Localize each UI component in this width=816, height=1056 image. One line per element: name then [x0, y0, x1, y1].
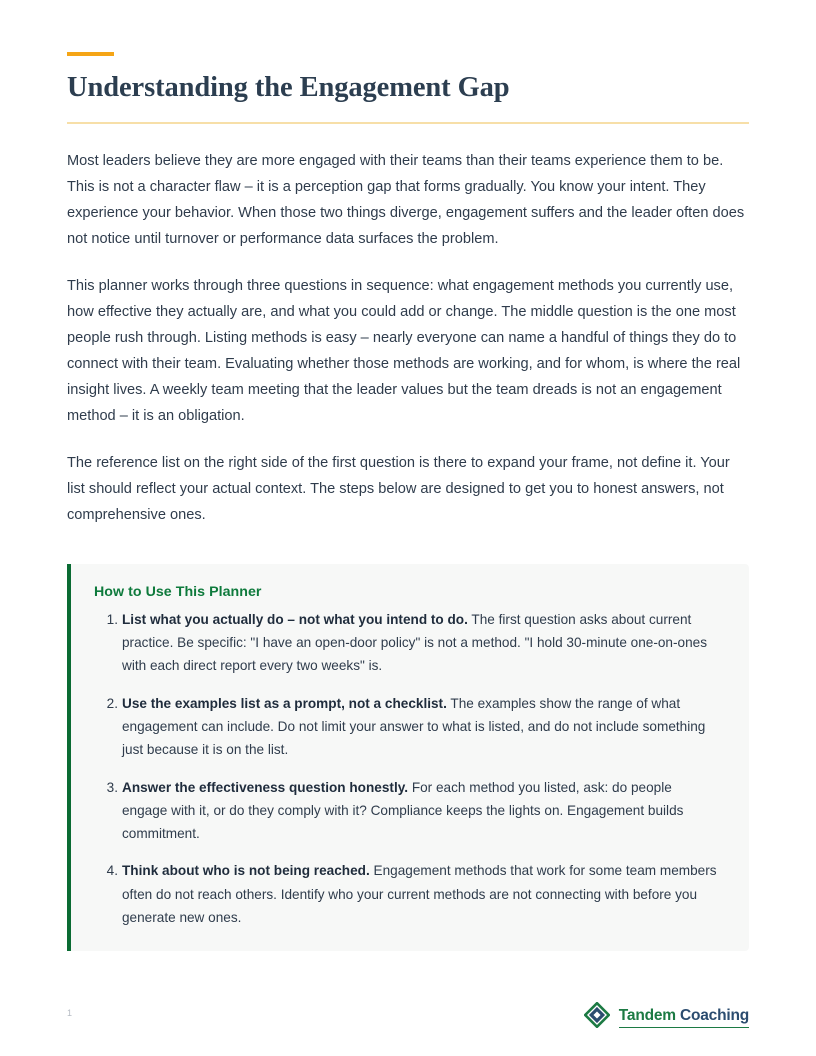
list-item-body: For each method you listed, ask: do people engage with it, or do they comply with it? Compliance keeps the lights on. Engagement builds commitment.	[122, 779, 684, 842]
list-item	[94, 776, 719, 846]
list-item-body: Engagement methods that work for some team members often do not reach others. Identify who your current methods are not connecting with before you generate new ones.	[122, 863, 717, 926]
callout-title: How to Use This Planner	[94, 583, 262, 600]
page-title: Understanding the Engagement Gap	[67, 72, 510, 103]
brand-word-tandem: Tandem	[618, 1007, 676, 1025]
intro-paragraph-1: Most leaders believe they are more engaged with their teams than their teams experience them to be. This is not a character flaw – it is a perception gap that forms gradually. You know your intent. They experience your behavior. When those two things diverge, engagement suffers and the leader often does not notice until turnover or performance data surfaces the problem.	[67, 152, 745, 247]
diamond-logo-icon	[584, 1002, 610, 1033]
how-to-use-callout	[67, 564, 749, 952]
list-item-lead: Think about who is not being reached.	[122, 863, 370, 879]
brand-word-coaching: Coaching	[679, 1007, 749, 1025]
list-item	[94, 692, 719, 762]
intro-paragraph-3: The reference list on the right side of the first question is there to expand your frame, not define it. Your list should reflect your actual context. The steps below are designed to get you to honest answers, not comprehensive ones.	[67, 454, 730, 523]
list-item-lead: Use the examples list as a prompt, not a checklist.	[122, 695, 447, 711]
page-footer	[0, 1000, 816, 1044]
brand-name	[619, 1007, 749, 1028]
brand-logo	[584, 1002, 749, 1033]
list-item-body: The first question asks about current practice. Be specific: "I have an open-door policy" is not a method. "I hold 30-minute one-on-ones with each direct report every two weeks" is.	[122, 611, 707, 674]
intro-paragraph-2: This planner works through three questions in sequence: what engagement methods you currently use, how effective they actually are, and what you could add or change. The middle question is the one most people rush through. Listing methods is easy – nearly everyone can name a handful of things they do to connect with their team. Evaluating whether those methods are working, and for whom, is where the real insight lives. A weekly team meeting that the leader values but the team dreads is not an engagement method – it is an obligation.	[67, 277, 741, 424]
list-item	[94, 608, 719, 678]
list-item-body: The examples show the range of what engagement can include. Do not limit your answer to what is listed, and do not include something just because it is on the list.	[122, 695, 706, 758]
list-item-lead: List what you actually do – not what you intend to do.	[122, 611, 468, 627]
callout-list	[94, 608, 719, 930]
list-item-lead: Answer the effectiveness question honestly.	[122, 779, 409, 795]
title-accent-bar	[67, 52, 114, 56]
list-item	[94, 859, 719, 929]
page-content	[67, 0, 749, 951]
page-number: 1	[67, 1008, 73, 1018]
